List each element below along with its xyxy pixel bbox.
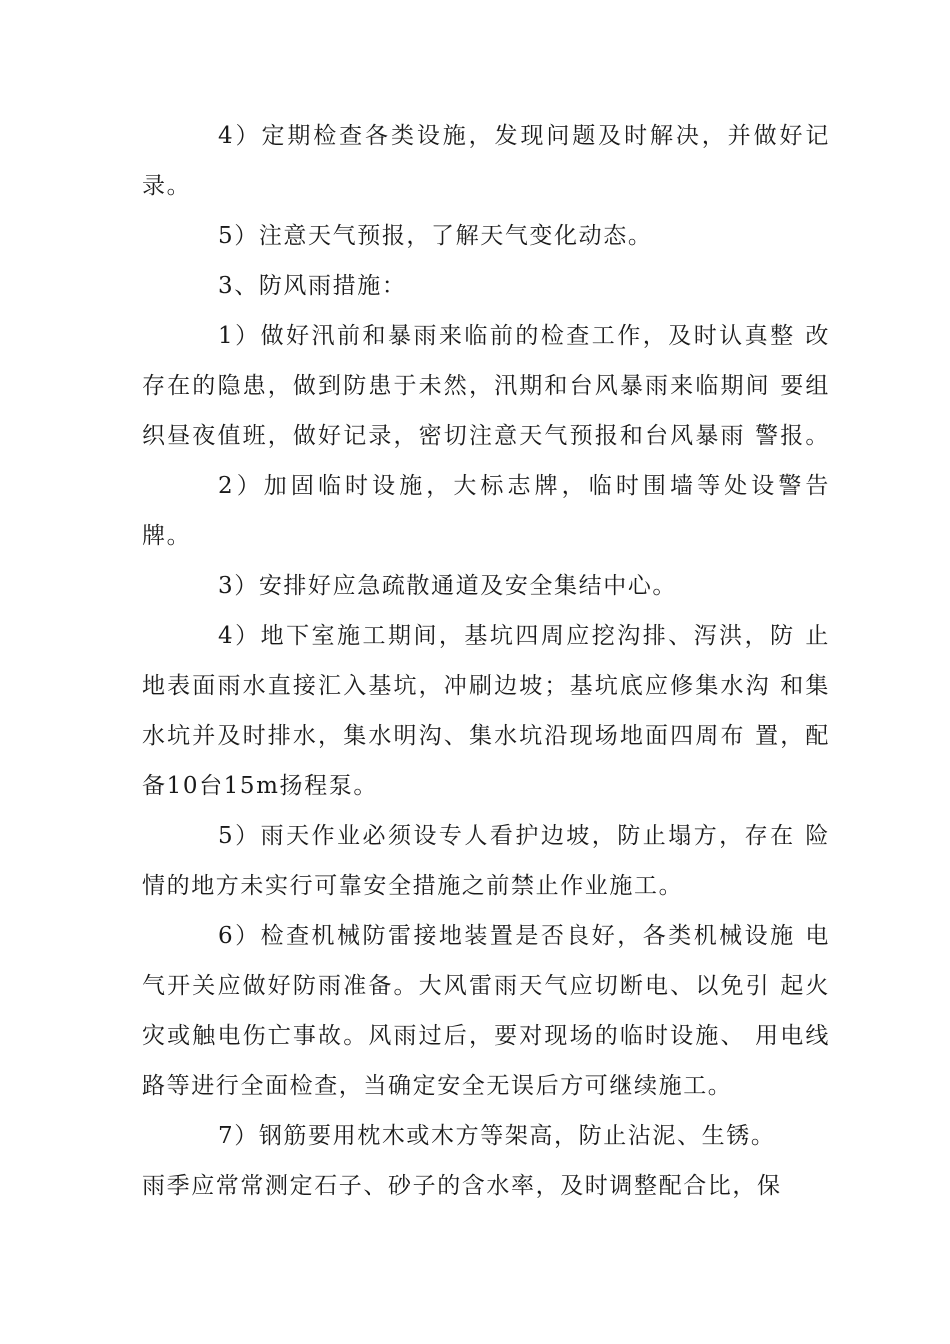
text-line: 5）雨天作业必须设专人看护边坡，防止塌方，存在 险 [218, 823, 830, 849]
text-line: 气开关应做好防雨准备。大风雷雨天气应切断电、以免引 起火 [142, 973, 830, 999]
text-line: 水坑并及时排水，集水明沟、集水坑沿现场地面四周布 置，配 [142, 723, 830, 749]
text-line: 2）加固临时设施，大标志牌，临时围墙等处设警告 [218, 473, 830, 499]
text-line: 备10台15m扬程泵。 [142, 773, 378, 799]
text-line: 1）做好汛前和暴雨来临前的检查工作，及时认真整 改 [218, 323, 830, 349]
text-line: 雨季应常常测定石子、砂子的含水率，及时调整配合比，保 [142, 1173, 782, 1199]
text-line: 情的地方未实行可靠安全措施之前禁止作业施工。 [142, 873, 684, 899]
text-line: 灾或触电伤亡事故。风雨过后，要对现场的临时设施、 用电线 [142, 1023, 830, 1049]
text-line: 7）钢筋要用枕木或木方等架高，防止沾泥、生锈。 [218, 1123, 776, 1149]
text-line: 5）注意天气预报，了解天气变化动态。 [218, 223, 653, 249]
text-line: 牌。 [142, 523, 192, 549]
text-line: 4）定期检查各类设施，发现问题及时解决，并做好记 [218, 123, 830, 149]
text-line: 存在的隐患，做到防患于未然，汛期和台风暴雨来临期间 要组 [142, 373, 830, 399]
text-line: 录。 [142, 173, 192, 199]
text-line: 织昼夜值班，做好记录，密切注意天气预报和台风暴雨 警报。 [142, 423, 830, 449]
text-line: 3）安排好应急疏散通道及安全集结中心。 [218, 573, 678, 599]
text-line: 4）地下室施工期间，基坑四周应挖沟排、泻洪，防 止 [218, 623, 830, 649]
text-line: 6）检查机械防雷接地装置是否良好，各类机械设施 电 [218, 923, 830, 949]
text-line: 路等进行全面检查，当确定安全无误后方可继续施工。 [142, 1073, 733, 1099]
section-heading: 3、防风雨措施： [218, 273, 407, 299]
text-line: 地表面雨水直接汇入基坑，冲刷边坡；基坑底应修集水沟 和集 [142, 673, 830, 699]
